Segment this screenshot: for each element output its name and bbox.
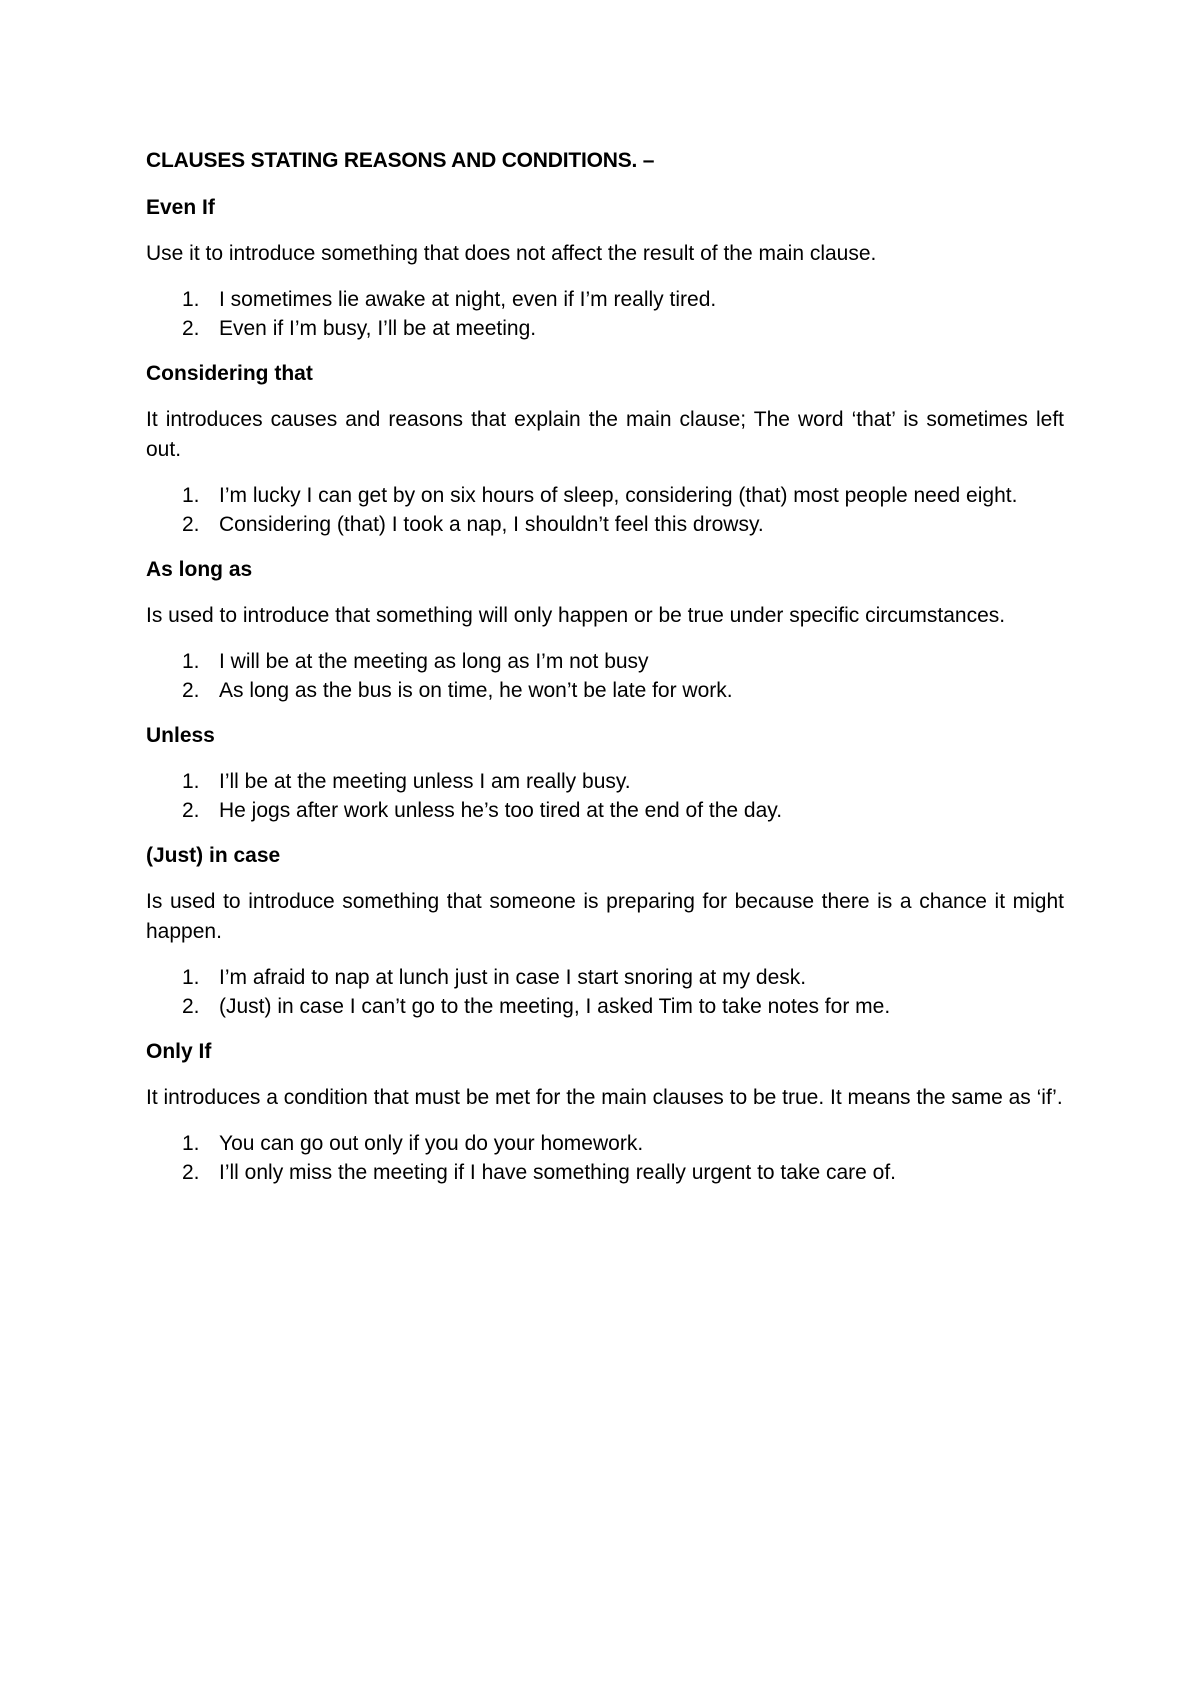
list-item: [146, 1129, 1064, 1158]
example-text: I’ll be at the meeting unless I am really busy.: [219, 770, 631, 793]
section-heading: (Just) in case: [146, 844, 281, 867]
section-just-in-case: [146, 841, 1064, 1021]
list-number: 1.: [182, 770, 200, 793]
example-text: I will be at the meeting as long as I’m not busy: [219, 650, 649, 673]
list-number: 1.: [182, 484, 200, 507]
list-number: 2.: [182, 513, 200, 536]
list-item: [146, 481, 1064, 510]
section-as-long-as: [146, 555, 1064, 705]
example-text: Even if I’m busy, I’ll be at meeting.: [219, 317, 537, 340]
example-list: [146, 1129, 1064, 1187]
list-item: [146, 285, 1064, 314]
section-heading: Considering that: [146, 362, 313, 385]
list-item: [146, 676, 1064, 705]
section-description: Use it to introduce something that does not affect the result of the main clause.: [146, 242, 877, 265]
section-heading: As long as: [146, 558, 253, 581]
list-item: [146, 647, 1064, 676]
section-heading: Even If: [146, 196, 215, 219]
example-text: You can go out only if you do your homework.: [219, 1132, 644, 1155]
example-list: [146, 963, 1064, 1021]
section-heading: Unless: [146, 724, 215, 747]
list-number: 2.: [182, 1161, 200, 1184]
list-number: 2.: [182, 317, 200, 340]
example-list: [146, 767, 1064, 825]
section-considering-that: [146, 359, 1064, 539]
list-item: [146, 314, 1064, 343]
section-description: Is used to introduce that something will only happen or be true under specific circumstances.: [146, 604, 1006, 627]
example-text: I’m afraid to nap at lunch just in case I start snoring at my desk.: [219, 966, 807, 989]
list-item: [146, 796, 1064, 825]
section-unless: [146, 721, 1064, 825]
example-text: I’ll only miss the meeting if I have something really urgent to take care of.: [219, 1161, 896, 1184]
document-title: CLAUSES STATING REASONS AND CONDITIONS. –: [146, 149, 655, 172]
list-number: 1.: [182, 1132, 200, 1155]
example-list: [146, 647, 1064, 705]
example-list: [146, 285, 1064, 343]
list-number: 1.: [182, 650, 200, 673]
list-item: [146, 963, 1064, 992]
example-text: (Just) in case I can’t go to the meeting, I asked Tim to take notes for me.: [219, 995, 891, 1018]
example-text: Considering (that) I took a nap, I shouldn’t feel this drowsy.: [219, 513, 764, 536]
list-item: [146, 510, 1064, 539]
section-heading: Only If: [146, 1040, 212, 1063]
section-even-if: [146, 193, 1064, 343]
section-description: Is used to introduce something that someone is preparing for because there is a chance it might happen.: [146, 890, 1064, 943]
list-item: [146, 1158, 1064, 1187]
document-page: [146, 146, 1064, 1203]
list-number: 2.: [182, 679, 200, 702]
example-list: [146, 481, 1064, 539]
example-text: I sometimes lie awake at night, even if I’m really tired.: [219, 288, 717, 311]
list-item: [146, 992, 1064, 1021]
list-number: 1.: [182, 966, 200, 989]
list-number: 2.: [182, 799, 200, 822]
example-text: I’m lucky I can get by on six hours of sleep, considering (that) most people need eight.: [219, 484, 1018, 507]
list-number: 2.: [182, 995, 200, 1018]
section-description: It introduces a condition that must be met for the main clauses to be true. It means the same as ‘if’.: [146, 1086, 1063, 1109]
section-description: It introduces causes and reasons that explain the main clause; The word ‘that’ is sometimes left out.: [146, 408, 1064, 461]
section-only-if: [146, 1037, 1064, 1187]
example-text: As long as the bus is on time, he won’t be late for work.: [219, 679, 733, 702]
list-item: [146, 767, 1064, 796]
list-number: 1.: [182, 288, 200, 311]
example-text: He jogs after work unless he’s too tired at the end of the day.: [219, 799, 783, 822]
